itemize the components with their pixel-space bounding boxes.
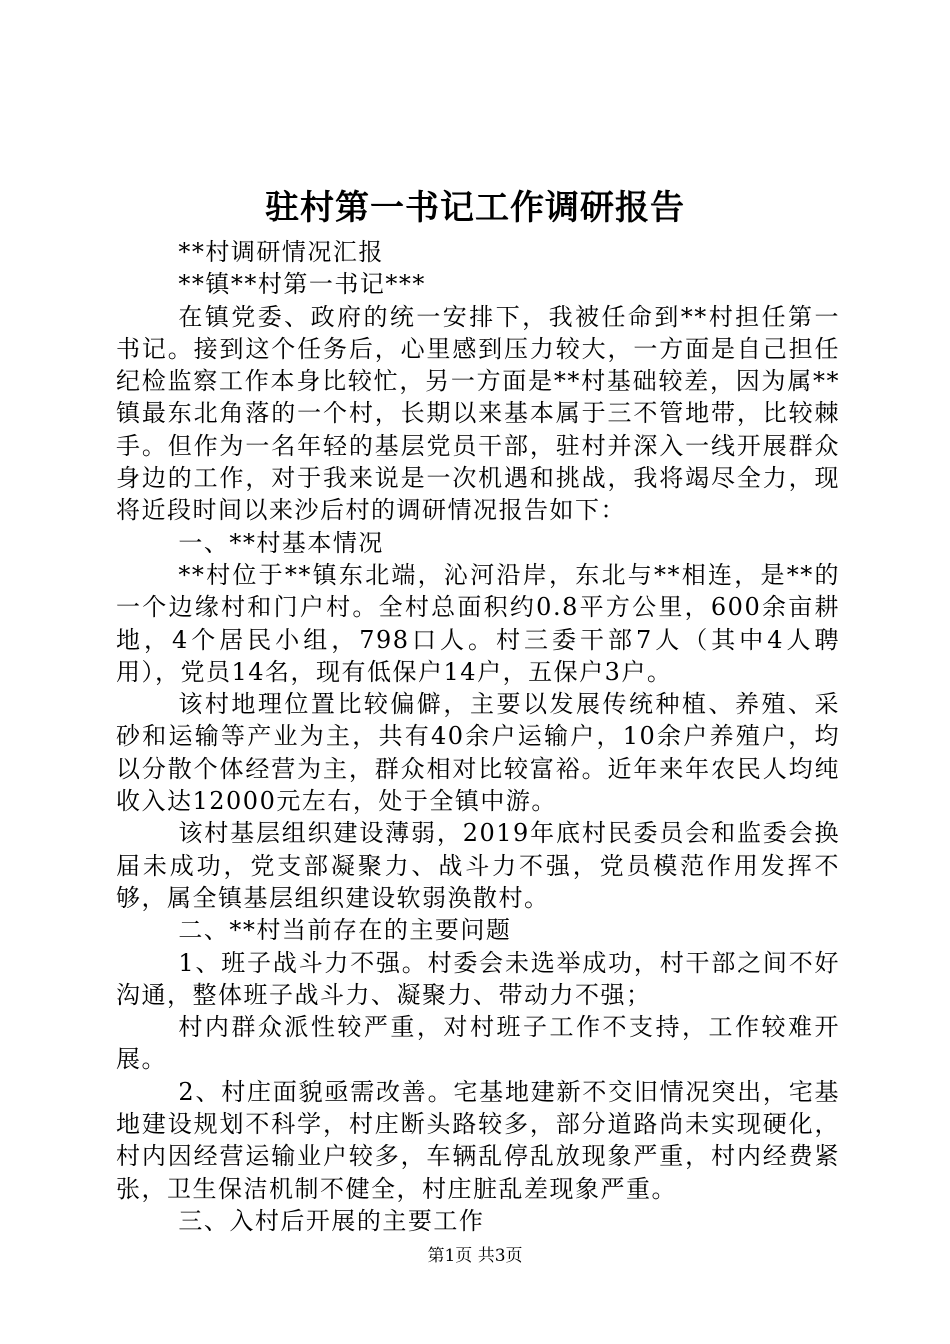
paragraph-basic-info: **村位于**镇东北端，沁河沿岸，东北与**相连，是**的一个边缘村和门户村。全村总面积约0.8平方公里，600余亩耕地，4个居民小组，798口人。村三委干部7人（其中4人聘用），党员14名，现有低保户14户，五保户3户。: [116, 560, 840, 686]
paragraph-geography: 该村地理位置比较偏僻，主要以发展传统种植、养殖、采砂和运输等产业为主，共有40余户运输户，10余户养殖户，均以分散个体经营为主，群众相对比较富裕。近年来年农民人均纯收入达12000元左右，处于全镇中游。: [116, 690, 840, 816]
paragraph-author: **镇**村第一书记***: [178, 270, 426, 299]
document-title: 驻村第一书记工作调研报告: [265, 188, 685, 228]
section-heading-1: 一、**村基本情况: [178, 528, 384, 557]
document-body: [116, 236, 840, 1237]
section-heading-2: 二、**村当前存在的主要问题: [178, 916, 512, 945]
paragraph-problem-2: 2、村庄面貌亟需改善。宅基地建新不交旧情况突出，宅基地建设规划不科学，村庄断头路较多，部分道路尚未实现硬化，村内因经营运输业户较多，车辆乱停乱放现象严重，村内经费紧张，卫生保洁机制不健全，村庄脏乱差现象严重。: [116, 1077, 840, 1203]
paragraph-problem-1-cont: 村内群众派性较严重，对村班子工作不支持，工作较难开展。: [116, 1013, 840, 1074]
paragraph-organization: 该村基层组织建设薄弱，2019年底村民委员会和监委会换届未成功，党支部凝聚力、战斗力不强，党员模范作用发挥不够，属全镇基层组织建设软弱涣散村。: [116, 819, 840, 912]
paragraph-subtitle: **村调研情况汇报: [178, 238, 384, 266]
page-footer: 第1页 共3页: [427, 1246, 523, 1266]
paragraph-problem-1: 1、班子战斗力不强。村委会未选举成功，村干部之间不好沟通，整体班子战斗力、凝聚力、带动力不强；: [116, 948, 840, 1009]
paragraph-intro: 在镇党委、政府的统一安排下，我被任命到**村担任第一书记。接到这个任务后，心里感到压力较大，一方面是自己担任纪检监察工作本身比较忙，另一方面是**村基础较差，因为属**镇最东北角落的一个村，长期以来基本属于三不管地带，比较棘手。但作为一名年轻的基层党员干部，驻村并深入一线开展群众身边的工作，对于我来说是一次机遇和挑战，我将竭尽全力，现将近段时间以来沙后村的调研情况报告如下：: [116, 302, 840, 525]
section-heading-3: 三、入村后开展的主要工作: [178, 1206, 485, 1235]
